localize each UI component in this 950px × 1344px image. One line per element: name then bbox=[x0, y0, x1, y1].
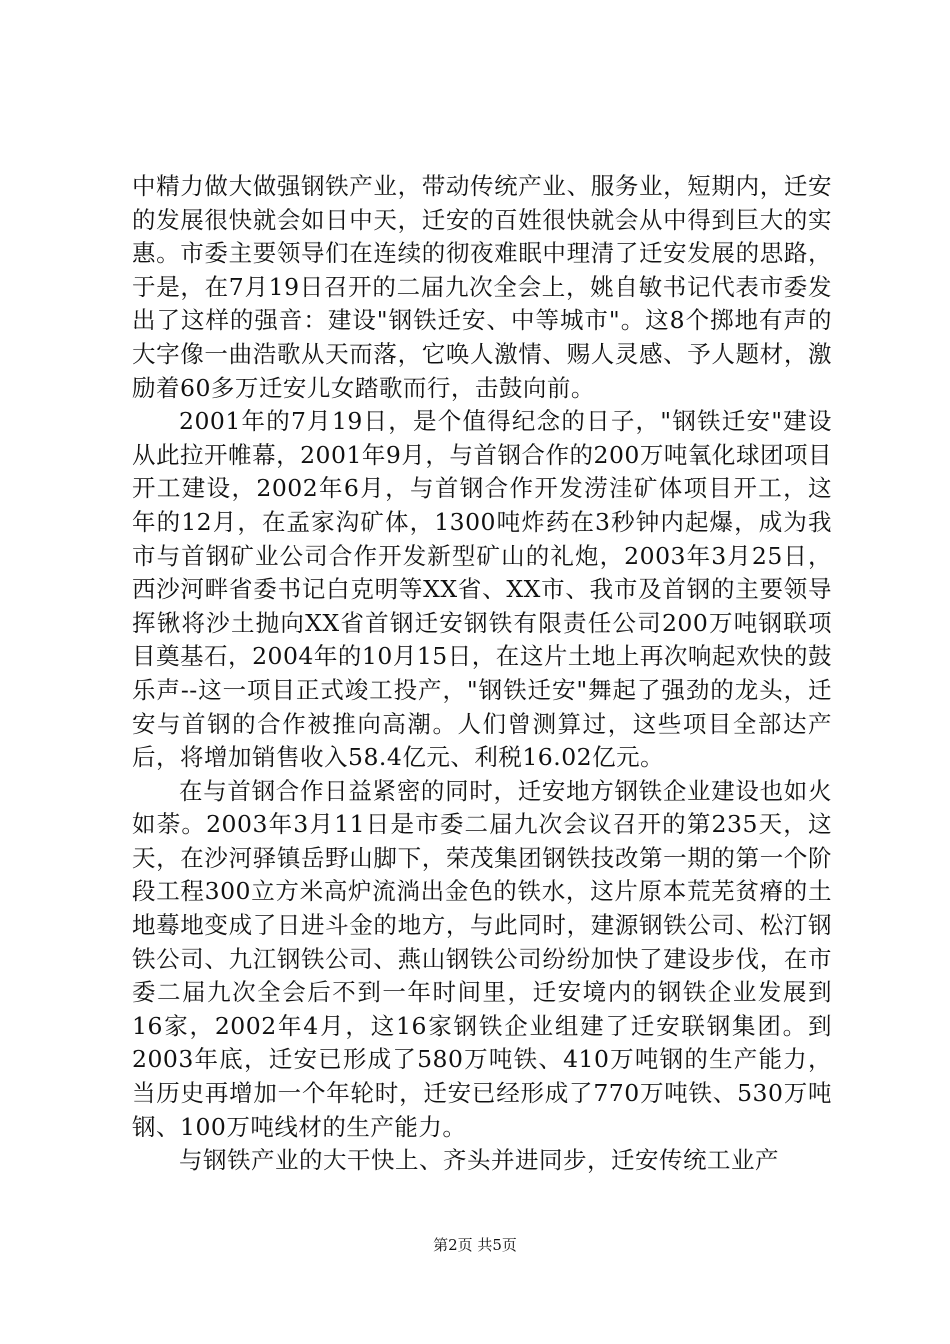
paragraph-continuation: 中精力做大做强钢铁产业，带动传统产业、服务业，短期内，迁安的发展很快就会如日中天，迁安的百姓很快就会从中得到巨大的实惠。市委主要领导们在连续的彻夜难眠中理清了迁安发展的思路，于是，在7月19日召开的二届九次全会上，姚自敏书记代表市委发出了这样的强音：建设"钢铁迁安、中等城市"。这8个掷地有声的大字像一曲浩歌从天而落，它唤人激情、赐人灵感、予人题材，激励着60多万迁安儿女踏歌而行，击鼓向前。 bbox=[132, 172, 832, 402]
paragraph-traditional-industry: 与钢铁产业的大干快上、齐头并进同步，迁安传统工业产 bbox=[179, 1146, 779, 1175]
paragraph-local-steel: 在与首钢合作日益紧密的同时，迁安地方钢铁企业建设也如火如荼。2003年3月11日是市委二届九次会议召开的第235天，这天，在沙河驿镇岳野山脚下，荣茂集团钢铁技改第一期的第一个阶段工程300立方米高炉流淌出金色的铁水，这片原本荒芜贫瘠的土地蓦地变成了日进斗金的地方，与此同时，建源钢铁公司、松汀钢铁公司、九江钢铁公司、燕山钢铁公司纷纷加快了建设步伐，在市委二届九次全会后不到一年时间里，迁安境内的钢铁企业发展到16家，2002年4月，这16家钢铁企业组建了迁安联钢集团。到2003年底，迁安已形成了580万吨铁、410万吨钢的生产能力，当历史再增加一个年轮时，迁安已经形成了770万吨铁、530万吨钢、100万吨线材的生产能力。 bbox=[132, 776, 832, 1141]
page-number-footer: 第2页 共5页 bbox=[433, 1236, 517, 1254]
paragraph-shougang-cooperation: 2001年的7月19日，是个值得纪念的日子，"钢铁迁安"建设从此拉开帷幕，2001年9月，与首钢合作的200万吨氧化球团项目开工建设，2002年6月，与首钢合作开发涝洼矿体项目开工，这年的12月，在孟家沟矿体，1300吨炸药在3秒钟内起爆，成为我市与首钢矿业公司合作开发新型矿山的礼炮，2003年3月25日，西沙河畔省委书记白克明等XX省、XX市、我市及首钢的主要领导挥锹将沙土抛向XX省首钢迁安钢铁有限责任公司200万吨钢联项目奠基石，2004年的10月15日，在这片土地上再次响起欢快的鼓乐声--这一项目正式竣工投产，"钢铁迁安"舞起了强劲的龙头，迁安与首钢的合作被推向高潮。人们曾测算过，这些项目全部达产后，将增加销售收入58.4亿元、利税16.02亿元。 bbox=[132, 407, 832, 772]
document-body bbox=[132, 170, 832, 1178]
